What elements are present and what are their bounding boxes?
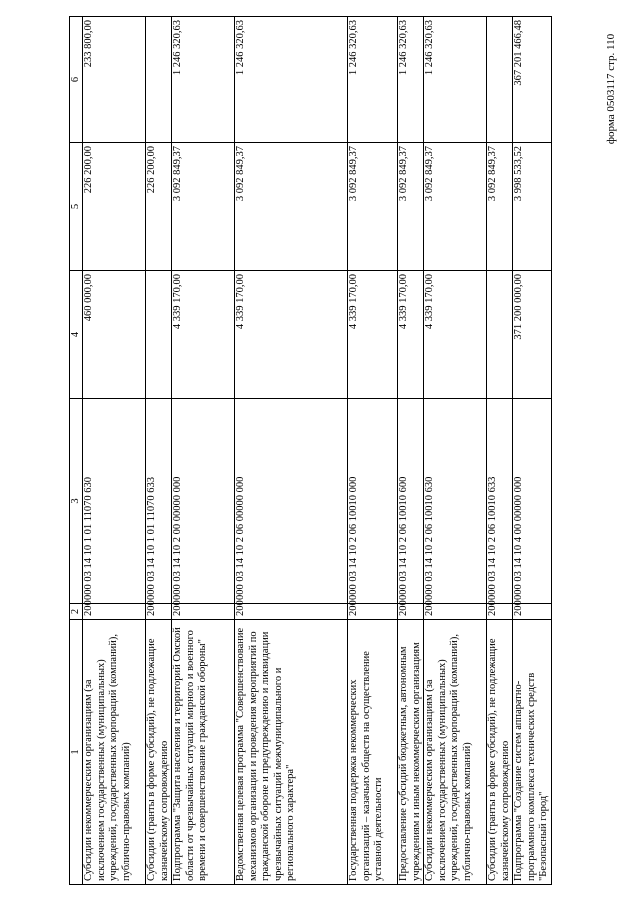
row-unexecuted-cell: 1 246 320,63 bbox=[172, 17, 235, 143]
row-line-code-cell: 200 bbox=[235, 604, 348, 620]
row-executed-cell: 3 092 849,37 bbox=[487, 143, 513, 271]
row-approved-cell bbox=[487, 271, 513, 399]
row-budget-code-cell: 000 03 14 10 1 01 11070 633 bbox=[146, 399, 172, 604]
row-line-code-cell: 200 bbox=[398, 604, 424, 620]
header-col-6: 6 bbox=[70, 17, 83, 143]
row-budget-code-cell: 000 03 14 10 2 06 10010 000 bbox=[348, 399, 398, 604]
row-budget-code-cell: 000 03 14 10 1 01 11070 630 bbox=[83, 399, 146, 604]
header-col-1: 1 bbox=[70, 620, 83, 885]
row-name-cell: Предоставление субсидий бюджетным, автономным учреждениям и иным некоммерческим организациям bbox=[398, 620, 424, 885]
header-col-4: 4 bbox=[70, 271, 83, 399]
row-budget-code-cell: 000 03 14 10 2 06 00000 000 bbox=[235, 399, 348, 604]
row-approved-cell bbox=[146, 271, 172, 399]
row-executed-cell: 3 092 849,37 bbox=[424, 143, 487, 271]
row-line-code-cell: 200 bbox=[487, 604, 513, 620]
row-unexecuted-cell: 1 246 320,63 bbox=[424, 17, 487, 143]
row-name-cell: Субсидии (гранты в форме субсидий), не подлежащие казначейскому сопровождению bbox=[146, 620, 172, 885]
row-executed-cell: 3 092 849,37 bbox=[348, 143, 398, 271]
row-budget-code-cell: 000 03 14 10 2 06 10010 633 bbox=[487, 399, 513, 604]
row-budget-code-cell: 000 03 14 10 4 00 00000 000 bbox=[513, 399, 552, 604]
row-name-cell: Субсидии некоммерческим организациям (за исключением государственных (муниципальных) учреждений, государственных корпораций (компаний), публично-правовых компаний) bbox=[83, 620, 146, 885]
table-row bbox=[513, 17, 552, 885]
row-name-cell: Субсидии некоммерческим организациям (за исключением государственных (муниципальных) учреждений, государственных корпораций (компаний), публично-правовых компаний) bbox=[424, 620, 487, 885]
table-row bbox=[398, 17, 424, 885]
row-name-cell: Государственная поддержка некоммерческих организаций – казачьих обществ на осуществление уставной деятельности bbox=[348, 620, 398, 885]
row-budget-code-cell: 000 03 14 10 2 06 10010 630 bbox=[424, 399, 487, 604]
header-col-5: 5 bbox=[70, 143, 83, 271]
row-approved-cell: 4 339 170,00 bbox=[398, 271, 424, 399]
row-approved-cell: 460 000,00 bbox=[83, 271, 146, 399]
row-executed-cell: 226 200,00 bbox=[83, 143, 146, 271]
row-unexecuted-cell: 367 201 466,48 bbox=[513, 17, 552, 143]
row-line-code-cell: 200 bbox=[83, 604, 146, 620]
row-executed-cell: 3 092 849,37 bbox=[398, 143, 424, 271]
row-approved-cell: 371 200 000,00 bbox=[513, 271, 552, 399]
table-row bbox=[235, 17, 348, 885]
table-row bbox=[348, 17, 398, 885]
row-unexecuted-cell bbox=[146, 17, 172, 143]
report-table-container bbox=[69, 17, 593, 885]
row-name-cell: Субсидии (гранты в форме субсидий), не подлежащие казначейскому сопровождению bbox=[487, 620, 513, 885]
row-unexecuted-cell: 1 246 320,63 bbox=[235, 17, 348, 143]
row-unexecuted-cell: 1 246 320,63 bbox=[398, 17, 424, 143]
row-approved-cell: 4 339 170,00 bbox=[348, 271, 398, 399]
row-executed-cell: 3 092 849,37 bbox=[172, 143, 235, 271]
report-table bbox=[69, 16, 552, 885]
table-row bbox=[487, 17, 513, 885]
row-name-cell: Подпрограмма "Создание систем аппаратно-программного комплекса технических средств "Безопасный город" bbox=[513, 620, 552, 885]
row-unexecuted-cell bbox=[487, 17, 513, 143]
header-row bbox=[70, 17, 83, 885]
row-line-code-cell: 200 bbox=[348, 604, 398, 620]
row-unexecuted-cell: 233 800,00 bbox=[83, 17, 146, 143]
row-line-code-cell: 200 bbox=[172, 604, 235, 620]
row-line-code-cell: 200 bbox=[424, 604, 487, 620]
table-row bbox=[424, 17, 487, 885]
table-row bbox=[83, 17, 146, 885]
row-budget-code-cell: 000 03 14 10 2 00 00000 000 bbox=[172, 399, 235, 604]
row-approved-cell: 4 339 170,00 bbox=[172, 271, 235, 399]
row-budget-code-cell: 000 03 14 10 2 06 10010 600 bbox=[398, 399, 424, 604]
header-col-2: 2 bbox=[70, 604, 83, 620]
row-approved-cell: 4 339 170,00 bbox=[424, 271, 487, 399]
form-label-text: форма 0503117 стр. 110 bbox=[605, 33, 617, 145]
header-col-3: 3 bbox=[70, 399, 83, 604]
form-label bbox=[596, 14, 626, 164]
row-executed-cell: 3 998 533,52 bbox=[513, 143, 552, 271]
row-name-cell: Подпрограмма "Защита населения и территорий Омской области от чрезвычайных ситуаций мирного и военного времени и совершенствование гражданской обороны" bbox=[172, 620, 235, 885]
row-line-code-cell: 200 bbox=[146, 604, 172, 620]
row-executed-cell: 226 200,00 bbox=[146, 143, 172, 271]
row-name-cell: Ведомственная целевая программа "Совершенствование механизмов организации и проведения мероприятий по гражданской обороне и предупреждению и ликвидации чрезвычайных ситуаций межмуниципального и регионального характера" bbox=[235, 620, 348, 885]
row-line-code-cell: 200 bbox=[513, 604, 552, 620]
row-unexecuted-cell: 1 246 320,63 bbox=[348, 17, 398, 143]
row-executed-cell: 3 092 849,37 bbox=[235, 143, 348, 271]
table-row bbox=[172, 17, 235, 885]
table-row bbox=[146, 17, 172, 885]
row-approved-cell: 4 339 170,00 bbox=[235, 271, 348, 399]
